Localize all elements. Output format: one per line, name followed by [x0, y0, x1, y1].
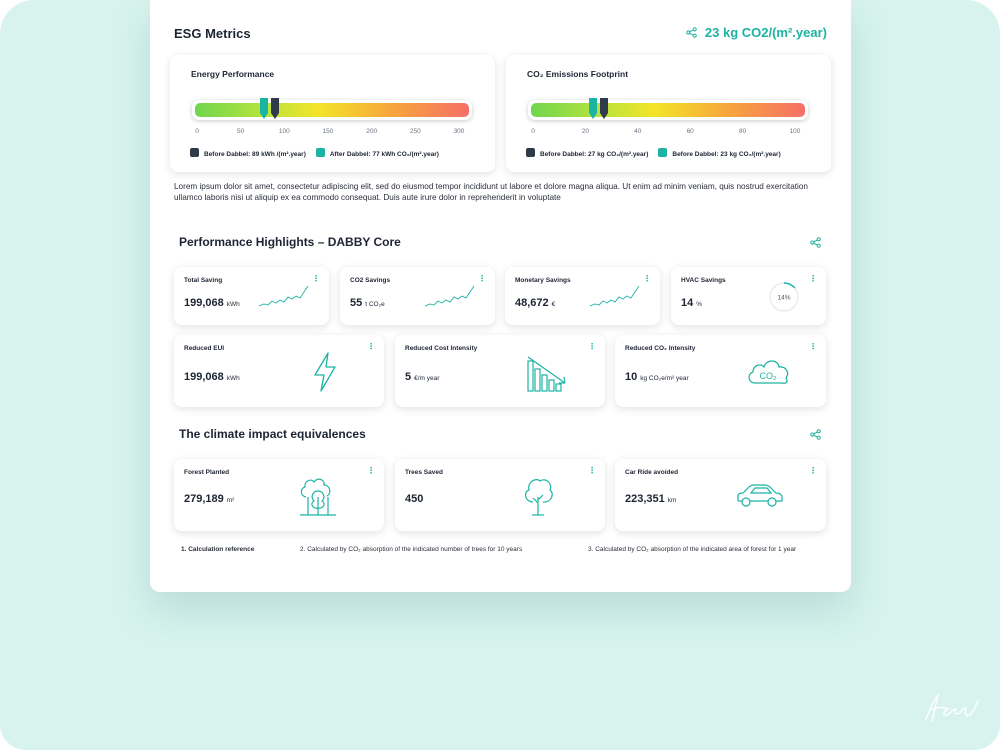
esg-title: ESG Metrics: [174, 26, 251, 41]
legend-after: Before Dabbel: 23 kg CO₂/(m².year): [658, 148, 780, 158]
sparkline-icon: [258, 284, 310, 308]
lightning-icon: [310, 351, 340, 393]
esg-headline-value: 23 kg CO2/(m².year): [704, 25, 827, 40]
kpi-value: 55 t CO₂e: [350, 297, 385, 309]
reference-3: 3. Calculated by CO₂ absorption of the indicated area of forest for 1 year: [588, 546, 797, 553]
kebab-menu-icon[interactable]: ⋮: [312, 274, 320, 283]
progress-ring-icon: [767, 280, 801, 314]
sparkline-icon: [424, 284, 476, 308]
kpi-title: Forest Planted: [184, 469, 230, 476]
kebab-menu-icon[interactable]: ⋮: [367, 466, 375, 475]
reference-2: 2. Calculated by CO₂ absorption of the indicated number of trees for 10 years: [300, 546, 523, 553]
energy-gauge-ticks: [192, 128, 472, 138]
climate-title: The climate impact equivalences: [179, 427, 366, 441]
co2-before-marker: [600, 98, 608, 119]
co2-cloud-icon: [745, 355, 791, 387]
kpi-title: Monetary Savings: [515, 277, 571, 284]
climate-card-trees-saved[interactable]: [395, 459, 605, 531]
kpi-card-reduced-cost-intensity[interactable]: [395, 335, 605, 407]
performance-title: Performance Highlights – DABBY Core: [179, 235, 401, 249]
kpi-title: Car Ride avoided: [625, 469, 679, 476]
gauge-tick-label: 300: [453, 128, 465, 135]
co2-after-marker: [589, 98, 597, 119]
esg-report-panel: [150, 0, 851, 592]
climate-card-forest-planted[interactable]: [174, 459, 384, 531]
gauge-tick-label: 20: [581, 128, 590, 135]
forest-icon: [298, 475, 338, 517]
gauge-tick-label: 0: [195, 128, 199, 135]
kpi-card-hvac-savings[interactable]: [671, 267, 826, 325]
signature-mark: [920, 691, 980, 725]
kebab-menu-icon[interactable]: ⋮: [809, 274, 817, 283]
gauge-tick-label: 100: [278, 128, 290, 135]
kebab-menu-icon[interactable]: ⋮: [588, 342, 596, 351]
gauge-tick-label: 250: [409, 128, 421, 135]
kpi-value: 199,068 kWh: [184, 371, 240, 383]
share-icon[interactable]: [810, 237, 821, 248]
energy-performance-card: [170, 55, 495, 172]
kpi-card-co2-savings[interactable]: [340, 267, 495, 325]
share-icon[interactable]: [810, 429, 821, 440]
energy-gauge-legend: [190, 148, 439, 158]
gauge-tick-label: 100: [789, 128, 801, 135]
co2-footprint-card: [506, 55, 831, 172]
kpi-value: 450: [405, 493, 424, 505]
co2-gauge-title: CO₂ Emissions Footprint: [527, 69, 629, 79]
kpi-card-total-saving[interactable]: [174, 267, 329, 325]
energy-gauge-title: Energy Performance: [191, 69, 275, 79]
description-text: Lorem ipsum dolor sit amet, consectetur adipiscing elit, sed do eiusmod tempor incididunt ut labore et dolore magna aliqua. Ut enim ad minim veniam, quis nostrud exercitation ullamco laboris nisi ut aliquip ex ea commodo consequat. Duis aute irure dolor in reprehenderit in voluptate: [174, 182, 808, 202]
svg-text:14%: 14%: [777, 294, 791, 302]
kpi-value: 10 kg CO₂e/m² year: [625, 371, 689, 383]
kpi-card-reduced-co2-intensity[interactable]: [615, 335, 826, 407]
gauge-tick-label: 150: [322, 128, 334, 135]
kebab-menu-icon[interactable]: ⋮: [643, 274, 651, 283]
gauge-tick-label: 40: [634, 128, 642, 135]
kpi-card-reduced-eui[interactable]: [174, 335, 384, 407]
tree-icon: [521, 475, 555, 517]
share-icon[interactable]: [686, 27, 697, 38]
legend-before: Before Dabbel: 89 kWh /(m².year): [190, 148, 306, 158]
svg-text:CO₂: CO₂: [759, 371, 777, 381]
legend-after: After Dabbel: 77 kWh CO₂/(m².year): [316, 148, 439, 158]
kebab-menu-icon[interactable]: ⋮: [809, 342, 817, 351]
kpi-title: Total Saving: [184, 277, 223, 284]
kpi-title: HVAC Savings: [681, 277, 726, 284]
kpi-title: Trees Saved: [405, 469, 443, 476]
kpi-card-monetary-savings[interactable]: [505, 267, 660, 325]
gauge-tick-label: 50: [237, 128, 245, 135]
energy-gauge-track: [192, 100, 472, 120]
kpi-title: Reduced EUI: [184, 345, 225, 352]
car-icon: [735, 483, 785, 509]
kebab-menu-icon[interactable]: ⋮: [367, 342, 375, 351]
kpi-value: 223,351 km: [625, 493, 677, 505]
kebab-menu-icon[interactable]: ⋮: [588, 466, 596, 475]
co2-gauge-ticks: [528, 128, 808, 138]
reference-1: 1. Calculation reference: [181, 546, 255, 553]
kebab-menu-icon[interactable]: ⋮: [478, 274, 486, 283]
kpi-value: 14 %: [681, 297, 703, 309]
gauge-tick-label: 80: [738, 128, 747, 135]
kpi-title: Reduced CO₂ Intensity: [625, 345, 696, 352]
esg-headline[interactable]: [686, 25, 827, 40]
kpi-title: Reduced Cost Intensity: [405, 345, 478, 352]
kpi-value: 279,189 m²: [184, 493, 235, 505]
co2-gauge-legend: [526, 148, 781, 158]
kpi-value: 199,068 kWh: [184, 297, 240, 309]
legend-before: Before Dabbel: 27 kg CO₂/(m².year): [526, 148, 648, 158]
gauge-tick-label: 200: [366, 128, 378, 135]
kpi-value: 5 €/m year: [405, 371, 440, 383]
kebab-menu-icon[interactable]: ⋮: [809, 466, 817, 475]
gauge-tick-label: 0: [531, 128, 535, 135]
energy-before-marker: [271, 98, 279, 119]
climate-card-car-ride-avoided[interactable]: [615, 459, 826, 531]
co2-gauge-track: [528, 100, 808, 120]
kpi-value: 48,672 €: [515, 297, 556, 309]
gauge-tick-label: 60: [686, 128, 694, 135]
kpi-title: CO2 Savings: [350, 277, 391, 284]
energy-after-marker: [260, 98, 268, 119]
declining-bars-icon: [525, 355, 569, 393]
sparkline-icon: [589, 284, 641, 308]
